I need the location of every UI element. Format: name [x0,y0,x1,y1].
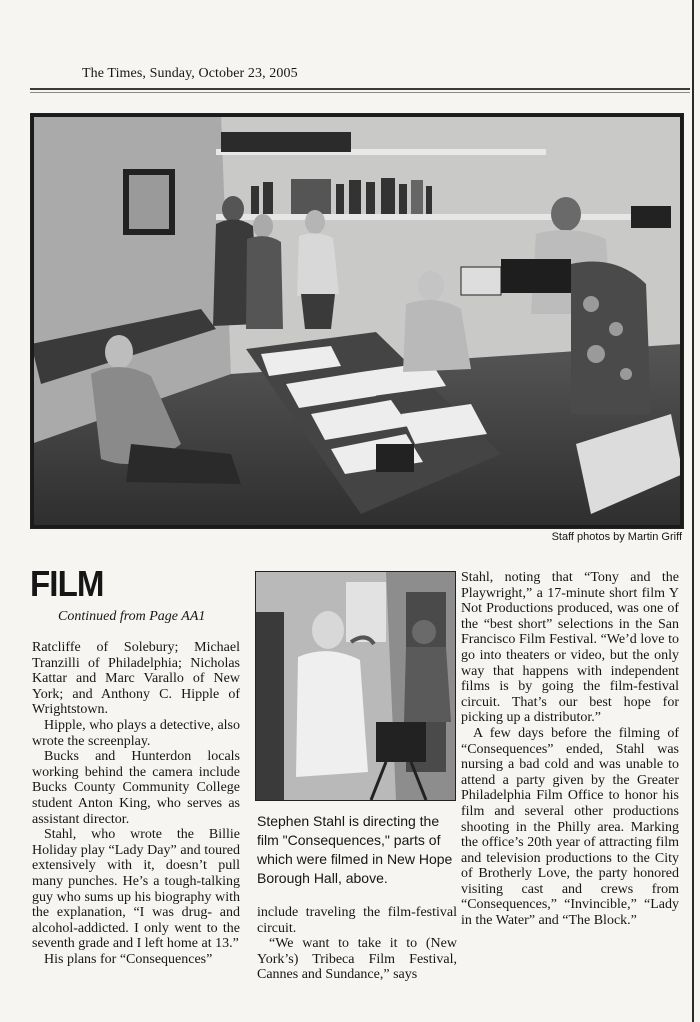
paragraph: A few days before the filming of “Consequences” ended, Stahl was nursing a bad cold and was unable to attend a party given by the Greater Philadelphia Film Office to honor his film and several other productions shooting in the Philly area. Marking the office’s 20th year of attracting film and television productions to the City of Brotherly Love, the party honored visiting cast and crews from “Consequences,” “Invincible,” “Lady in the Water” and “The Block.” [461,725,679,929]
paragraph: “We want to take it to (New York’s) Tribeca Film Festival, Cannes and Sundance,” says [257,936,457,983]
paragraph: Stahl, noting that “Tony and the Playwright,” a 17-minute short film Y Not Productions produced, was one of the “best short” selections in the San Francisco Film Festival. “We’d love to go into theaters or video, but the only way that happens with independent films is by going the film-festival circuit. That’s our best hope for picking up a distributor.” [461,570,679,726]
inset-photo [255,571,456,801]
article-column-1 [32,640,240,967]
header-rule-thin [30,92,690,93]
paragraph: Bucks and Hunterdon locals working behind the camera include Bucks County Community College student Anton King, who serves as assistant director. [32,749,240,827]
paragraph: Stahl, who wrote the Billie Holiday play “Lady Day” and toured extensively with it, doesn’t pull many punches. He’s a tough-talking guy who sums up his biography with the explanation, “I was drug- and alcohol-addicted. I only went to the seventh grade and I left home at 13.” [32,827,240,952]
headline: FILM [30,563,104,604]
paragraph: His plans for “Consequences” [44,951,213,967]
article-column-2 [257,905,457,983]
paragraph: Ratcliffe of Solebury; Michael Tranzilli of Philadelphia; Nicholas Kattar and Marc Varallo of New York; and Anthony C. Hipple of Wrightstown. [32,640,240,718]
main-photo [30,113,684,529]
page-edge-shadow [692,0,694,1022]
header-rule [30,88,690,90]
photo-caption: Stephen Stahl is directing the film "Consequences," parts of which were filmed in New Hope Borough Hall, above. [257,813,453,886]
jump-line: Continued from Page AA1 [58,609,206,624]
photo-credit: Staff photos by Martin Griff [551,531,682,543]
paragraph: include traveling the film-festival circuit. [257,905,457,936]
dateline: The Times, Sunday, October 23, 2005 [82,66,298,81]
paragraph: Hipple, who plays a detective, also wrote the screenplay. [32,717,240,749]
article-column-3 [461,570,679,929]
